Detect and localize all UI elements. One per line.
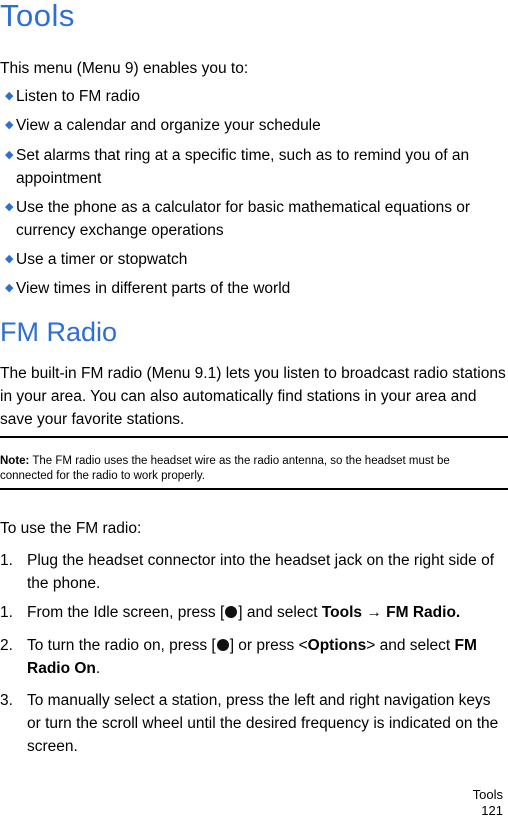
step-number: 1.: [0, 552, 13, 569]
list-item: [2, 277, 502, 300]
step-item: [0, 634, 490, 680]
section-title: FM Radio: [0, 317, 118, 347]
key-button-icon: [225, 606, 237, 618]
diamond-bullet-icon: ◆: [5, 253, 14, 265]
section-body: The built-in FM radio (Menu 9.1) lets you listen to broadcast radio stations in your area. You can also automatically find stations in your area and save your favorite stations.: [0, 365, 506, 428]
step-item: [0, 601, 508, 624]
menu-tools-label: Tools: [321, 604, 363, 621]
list-item-text: Use a timer or stopwatch: [16, 251, 188, 268]
step-item: [0, 689, 508, 758]
note-top-rule: [0, 436, 508, 438]
page-footer: [473, 787, 503, 819]
diamond-bullet-icon: ◆: [5, 90, 14, 102]
footer-section-name: Tools: [472, 787, 503, 802]
step-number: 3.: [0, 692, 13, 709]
list-item: [2, 114, 502, 137]
list-item: [2, 144, 482, 190]
step-number: 2.: [0, 637, 13, 654]
fm-radio-on-label: FM Radio On: [27, 637, 477, 677]
list-item-text: View times in different parts of the world: [16, 280, 291, 297]
step-text-before: To turn the radio on, press [: [27, 637, 216, 654]
note-label: Note:: [0, 455, 30, 467]
menu-fm-radio-label: FM Radio.: [386, 604, 461, 621]
right-arrow-icon: →: [362, 604, 387, 621]
diamond-bullet-icon: ◆: [5, 119, 14, 131]
key-button-icon: [217, 639, 229, 651]
list-item: [2, 196, 482, 242]
diamond-bullet-icon: ◆: [5, 149, 14, 161]
step-text: Plug the headset connector into the headset jack on the right side of the phone.: [27, 552, 495, 592]
page-title: Tools: [0, 0, 75, 33]
page-number: 121: [481, 803, 503, 818]
diamond-bullet-icon: ◆: [5, 282, 14, 294]
note-bottom-rule: [0, 488, 508, 490]
step-text: To manually select a station, press the left and right navigation keys or turn the scroll wheel until the desired frequency is indicated on the screen.: [27, 692, 499, 755]
steps-intro: To use the FM radio:: [0, 520, 142, 537]
step-item: [0, 549, 495, 595]
intro-text: This menu (Menu 9) enables you to:: [0, 60, 249, 77]
list-item: [2, 248, 502, 271]
note-box: [0, 454, 505, 484]
list-item-text: Listen to FM radio: [16, 88, 141, 105]
step-number: 1.: [0, 604, 13, 621]
diamond-bullet-icon: ◆: [5, 201, 14, 213]
step-text-mid: ] and select: [238, 604, 322, 621]
note-text: The FM radio uses the headset wire as the radio antenna, so the headset must be connected for the radio to work properly.: [0, 455, 450, 482]
step-text-after: > and select: [366, 637, 455, 654]
step-text-end: .: [95, 660, 101, 677]
options-softkey-label: Options: [307, 637, 367, 654]
step-text-mid: ] or press <: [229, 637, 308, 654]
list-item-text: View a calendar and organize your schedule: [16, 117, 321, 134]
list-item: [2, 85, 502, 108]
list-item-text: Set alarms that ring at a specific time, such as to remind you of an appointment: [16, 147, 470, 187]
list-item-text: Use the phone as a calculator for basic mathematical equations or currency exchange operations: [16, 199, 471, 239]
step-text-before: From the Idle screen, press [: [27, 604, 225, 621]
